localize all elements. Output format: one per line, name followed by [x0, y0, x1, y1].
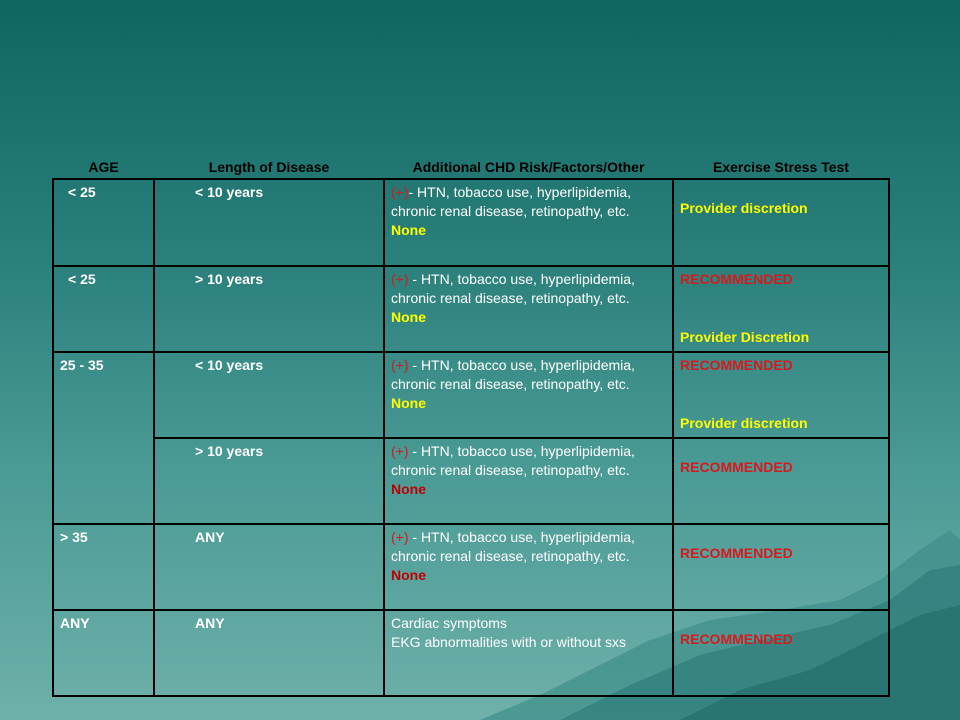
header-age: AGE — [88, 158, 119, 175]
header-risk: Additional CHD Risk/Factors/Other — [412, 158, 645, 175]
table-row — [53, 179, 889, 266]
length-cell: > 10 years — [154, 266, 384, 352]
none-label: None — [391, 309, 426, 325]
risk-cell — [384, 266, 673, 352]
length-cell: < 10 years — [154, 352, 384, 438]
table-row — [53, 524, 889, 610]
test-cell — [673, 524, 889, 610]
test-label: RECOMMENDED — [680, 631, 793, 647]
stress-test-table — [52, 156, 890, 697]
table-row — [53, 266, 889, 352]
plus-marker: (+) — [391, 271, 409, 287]
age-cell: ANY — [53, 610, 154, 696]
test-label: RECOMMENDED — [680, 545, 793, 561]
risk-cell — [384, 352, 673, 438]
test-label: RECOMMENDED — [680, 459, 793, 475]
risk-cell — [384, 179, 673, 266]
header-test: Exercise Stress Test — [713, 158, 849, 175]
risk-text: - HTN, tobacco use, hyperlipidemia, chronic renal disease, retinopathy, etc. — [391, 357, 635, 392]
risk-text: Cardiac symptoms — [391, 615, 507, 631]
length-cell: ANY — [154, 524, 384, 610]
test-cell — [673, 266, 889, 352]
risk-text: - HTN, tobacco use, hyperlipidemia, chronic renal disease, retinopathy, etc. — [391, 529, 635, 564]
header-length: Length of Disease — [208, 158, 330, 175]
length-cell: > 10 years — [154, 438, 384, 524]
none-label: None — [391, 481, 426, 497]
length-cell: ANY — [154, 610, 384, 696]
age-cell: < 25 — [53, 266, 154, 352]
test-label-discretion: Provider discretion — [680, 415, 808, 431]
test-label-recommended: RECOMMENDED — [680, 271, 793, 287]
risk-cell — [384, 438, 673, 524]
none-label: None — [391, 395, 426, 411]
test-cell — [673, 610, 889, 696]
table-row — [53, 610, 889, 696]
age-cell: 25 - 35 — [53, 352, 154, 524]
risk-cell — [384, 524, 673, 610]
none-label: None — [391, 567, 426, 583]
plus-marker: (+) — [391, 357, 409, 373]
risk-text: - HTN, tobacco use, hyperlipidemia, chronic renal disease, retinopathy, etc. — [391, 271, 635, 306]
test-label-discretion: Provider Discretion — [680, 329, 810, 345]
plus-marker: (+) — [391, 443, 409, 459]
risk-text: - HTN, tobacco use, hyperlipidemia, chronic renal disease, retinopathy, etc. — [391, 443, 635, 478]
none-label: None — [391, 222, 426, 238]
test-cell — [673, 438, 889, 524]
age-cell: > 35 — [53, 524, 154, 610]
test-label: Provider discretion — [680, 200, 808, 216]
plus-marker: (+) — [391, 529, 409, 545]
risk-text: EKG abnormalities with or without sxs — [391, 634, 626, 650]
risk-text: - HTN, tobacco use, hyperlipidemia, chronic renal disease, retinopathy, etc. — [391, 184, 632, 219]
table-row — [53, 352, 889, 438]
risk-cell — [384, 610, 673, 696]
header-row — [53, 156, 889, 179]
age-cell: < 25 — [53, 179, 154, 266]
test-label-recommended: RECOMMENDED — [680, 357, 793, 373]
length-cell: < 10 years — [154, 179, 384, 266]
plus-marker: (+) — [391, 184, 409, 200]
test-cell — [673, 179, 889, 266]
test-cell — [673, 352, 889, 438]
table-row — [53, 438, 889, 524]
